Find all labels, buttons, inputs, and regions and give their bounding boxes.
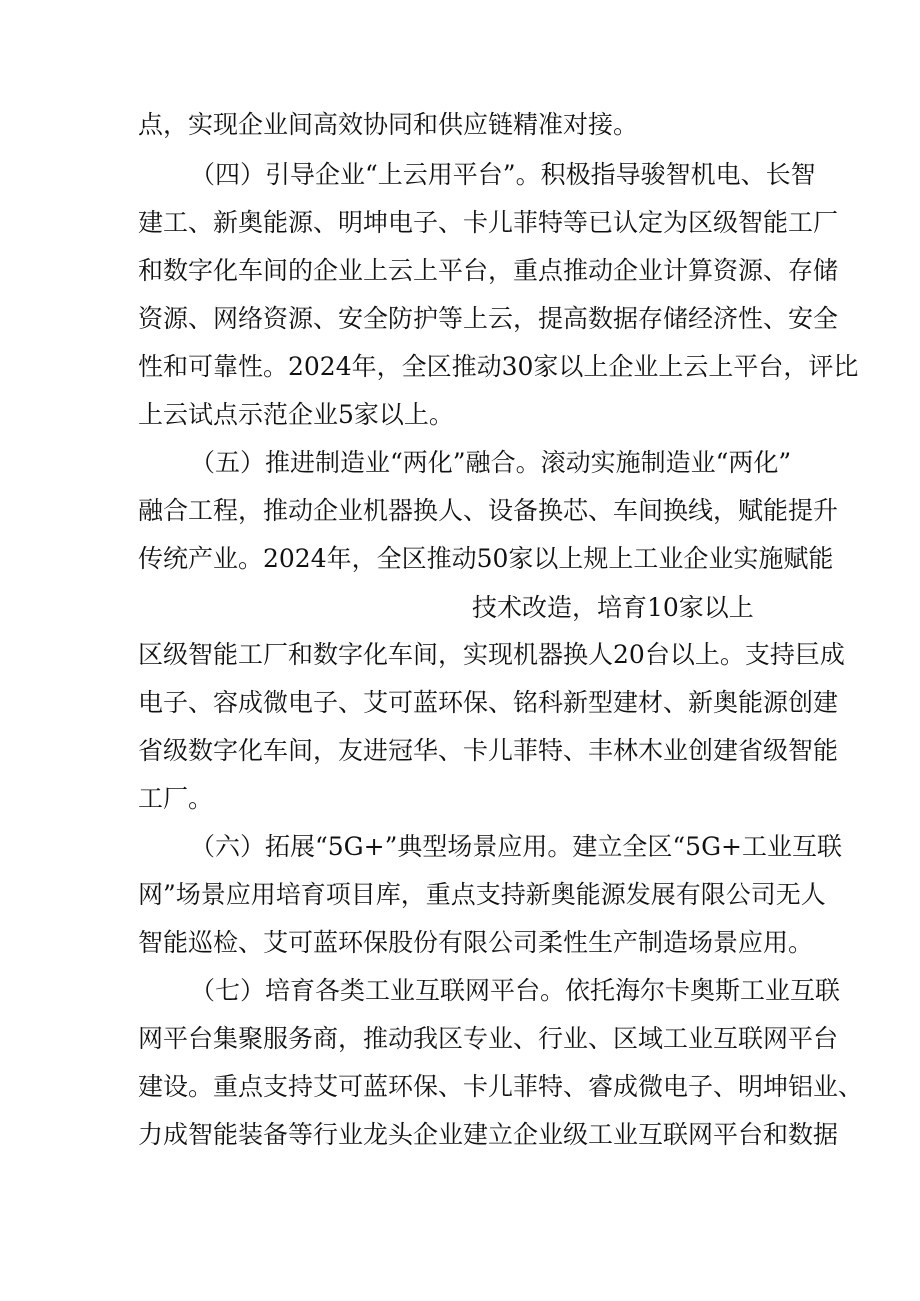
text-line: 和数字化车间的企业上云上平台，重点推动企业计算资源、存储 (138, 256, 839, 285)
text-line: 传统产业。2024年，全区推动50家以上规上工业企业实施赋能 (138, 544, 834, 573)
section-six-heading-line: （六）拓展“5G+”典型场景应用。建立全区“5G+工业互联 (190, 832, 842, 861)
text-line: 上云试点示范企业5家以上。 (138, 400, 454, 429)
text-line: 点，实现企业间高效协同和供应链精准对接。 (138, 110, 639, 139)
section-seven-heading-line: （七）培育各类工业互联网平台。依托海尔卡奥斯工业互联 (190, 976, 841, 1005)
text-line: 工厂。 (138, 784, 214, 813)
text-line: 性和可靠性。2024年，全区推动30家以上企业上云上平台，评比 (138, 352, 859, 381)
text-line: 技术改造，培育10家以上 (472, 593, 754, 622)
text-line: 网平台集聚服务商，推动我区专业、行业、区域工业互联网平台 (138, 1024, 839, 1053)
text-line: 省级数字化车间，友进冠华、卡儿菲特、丰林木业创建省级智能 (138, 736, 839, 765)
section-four-heading-line: （四）引导企业“上云用平台”。积极指导骏智机电、长智 (190, 160, 816, 189)
section-five-heading-line: （五）推进制造业“两化”融合。滚动实施制造业“两化” (190, 448, 792, 477)
text-line: 电子、容成微电子、艾可蓝环保、铭科新型建材、新奥能源创建 (138, 688, 839, 717)
text-line: 建工、新奥能源、明坤电子、卡儿菲特等已认定为区级智能工厂 (138, 208, 839, 237)
text-line: 资源、网络资源、安全防护等上云，提高数据存储经济性、安全 (138, 304, 839, 333)
text-line: 建设。重点支持艾可蓝环保、卡儿菲特、睿成微电子、明坤铝业、 (138, 1072, 864, 1101)
text-line: 智能巡检、艾可蓝环保股份有限公司柔性生产制造场景应用。 (138, 928, 814, 957)
text-line: 网”场景应用培育项目库，重点支持新奥能源发展有限公司无人 (138, 880, 826, 909)
text-line: 区级智能工厂和数字化车间，实现机器换人20台以上。支持巨成 (138, 640, 845, 669)
text-line: 力成智能装备等行业龙头企业建立企业级工业互联网平台和数据 (138, 1120, 839, 1149)
text-line: 融合工程，推动企业机器换人、设备换芯、车间换线，赋能提升 (138, 496, 839, 525)
